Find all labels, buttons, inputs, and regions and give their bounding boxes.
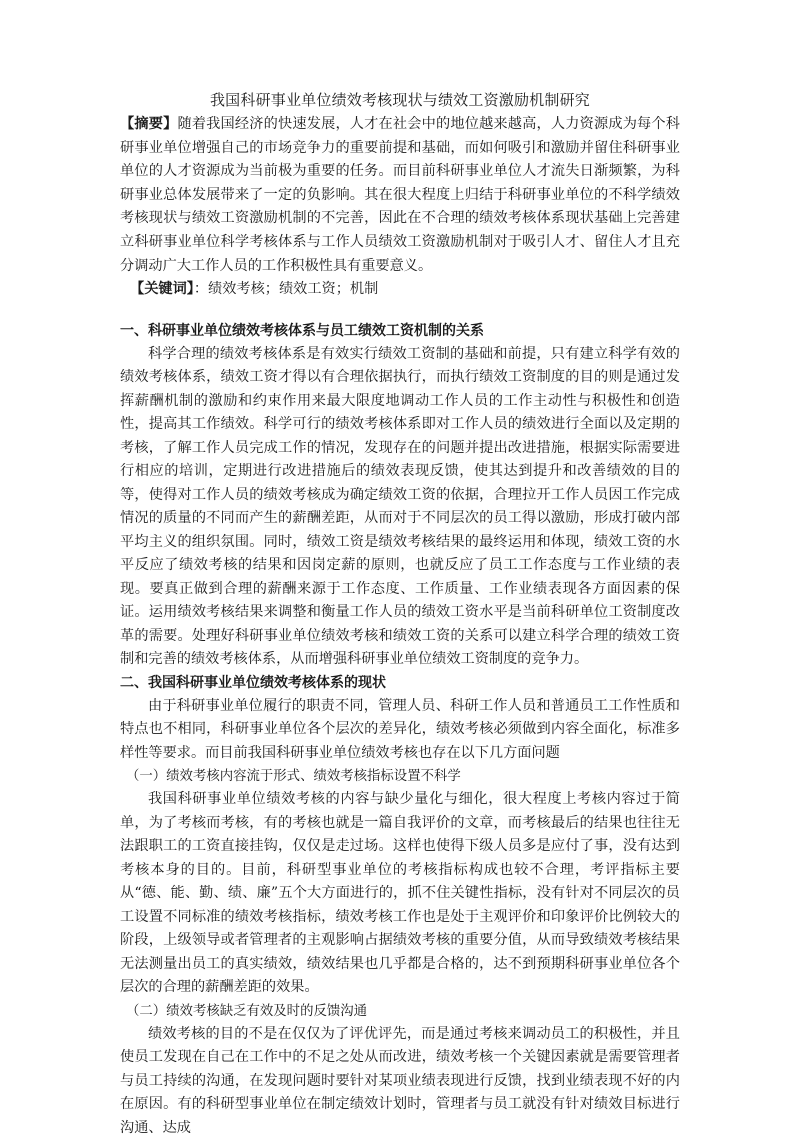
abstract-paragraph xyxy=(120,113,680,278)
subsection-2-heading: （二）绩效考核缺乏有效及时的反馈沟通 xyxy=(126,1003,368,1019)
section-2-heading: 二、我国科研事业单位绩效考核体系的现状 xyxy=(120,674,386,691)
subsection-2-paragraph: 绩效考核的目的不是在仅仅为了评优评先，而是通过考核来调动员工的积极性，并且使员工发现在自己在工作中的不足之处从而改进，绩效考核一个关键因素就是需要管理者与员工持续的沟通，在发现问题时要针对某项业绩表现进行反馈，找到业绩表现不好的内在原因。有的科研型事业单位在制定绩效计划时，管理者与员工就没有针对绩效目标进行沟通、达成 xyxy=(120,1025,680,1136)
subsection-1-paragraph: 我国科研事业单位绩效考核的内容与缺少量化与细化，很大程度上考核内容过于简单，为了考核而考核，有的考核也就是一篇自我评价的文章，而考核最后的结果也往往无法跟职工的工资直接挂钩，仅仅是走过场。这样也使得下级人员多是应付了事，没有达到考核本身的目的。目前，科研型事业单位的考核指标构成也较不合理，考评指标主要从“德、能、勤、绩、廉”五个大方面进行的，抓不住关键性指标，没有针对不同层次的员工设置不同标准的绩效考核指标，绩效考核工作也是处于主观评价和印象评价比例较大的阶段，上级领导或者管理者的主观影响占据绩效考核的重要分值，从而导致绩效考核结果无法测量出员工的真实绩效，绩效结果也几乎都是合格的，达不到预期科研事业单位各个层次的合理的薪酬差距的效果。 xyxy=(120,791,680,996)
abstract-label: 【摘要】 xyxy=(120,116,178,132)
abstract-text: 随着我国经济的快速发展，人才在社会中的地位越来越高，人力资源成为每个科研事业单位增强自己的市场竞争力的重要前提和基础，而如何吸引和激励并留住科研事业单位的人才资源成为当前极为重要的任务。而目前科研事业单位人才流失日渐频繁，为科研事业总体发展带来了一定的负影响。其在很大程度上归结于科研事业单位的不科学绩效考核现状与绩效工资激励机制的不完善，因此在不合理的绩效考核体系现状基础上完善建立科研事业单位科学考核体系与工作人员绩效工资激励机制对于吸引人才、留住人才且充分调动广大工作人员的工作积极性具有重要意义。 xyxy=(120,116,680,274)
section-1-heading: 一、科研事业单位绩效考核体系与员工绩效工资机制的关系 xyxy=(120,322,484,339)
document-page xyxy=(120,90,680,1140)
keywords-line xyxy=(130,278,680,302)
section-2-intro-paragraph: 由于科研事业单位履行的职责不同，管理人员、科研工作人员和普通员工工作性质和特点也不相同，科研事业单位各个层次的差异化，绩效考核必须做到内容全面化，标准多样性等要求。而目前我国科研事业单位绩效考核也存在以下几方面问题 xyxy=(120,697,680,761)
subsection-1-heading: （一）绩效考核内容流于形式、绩效考核指标设置不科学 xyxy=(126,769,461,785)
section-1-paragraph: 科学合理的绩效考核体系是有效实行绩效工资制的基础和前提，只有建立科学有效的绩效考核体系，绩效工资才得以有合理依据执行，而执行绩效工资制度的目的则是通过发挥薪酬机制的激励和约束作用来最大限度地调动工作人员的工作主动性与积极性和创造性，提高其工作绩效。科学可行的绩效考核体系即对工作人员的绩效进行全面以及定期的考核，了解工作人员完成工作的情况，发现存在的问题并提出改进措施，根据实际需要进行相应的培训，定期进行改进措施后的绩效表现反馈，使其达到提升和改善绩效的目的等，使得对工作人员的绩效考核成为确定绩效工资的依据，合理拉开工作人员因工作完成情况的质量的不同而产生的薪酬差距，从而对于不同层次的员工得以激励，形成打破内部平均主义的组织氛围。同时，绩效工资是绩效考核结果的最终运用和体现，绩效工资的水平反应了绩效考核的结果和因岗定薪的原则，也就反应了员工工作态度与工作业绩的表现。要真正做到合理的薪酬来源于工作态度、工作质量、工作业绩表现各方面因素的保证。运用绩效考核结果来调整和衡量工作人员的绩效工资水平是当前科研单位工资制度改革的需要。处理好科研事业单位绩效考核和绩效工资的关系可以建立科学合理的绩效工资制和完善的绩效考核体系，从而增强科研事业单位绩效工资制度的竞争力。 xyxy=(120,345,680,668)
keywords-text: ：绩效考核；绩效工资；机制 xyxy=(193,281,379,298)
keywords-label: 【关键词】 xyxy=(130,281,194,298)
document-title: 我国科研事业单位绩效考核现状与绩效工资激励机制研究 xyxy=(209,91,590,109)
